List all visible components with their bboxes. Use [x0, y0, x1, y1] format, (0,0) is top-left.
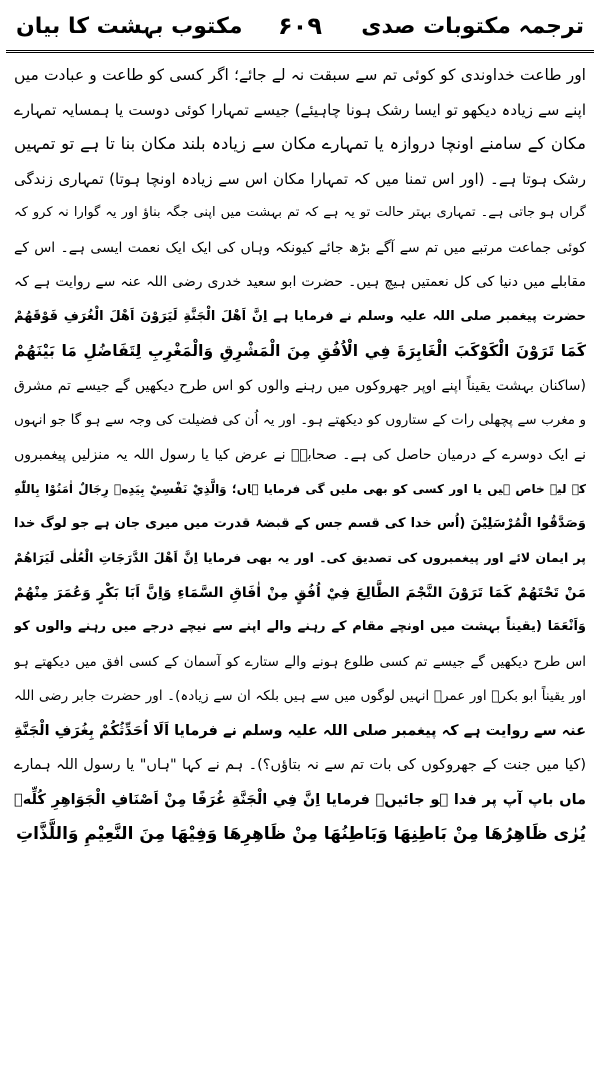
text-line: کے لیے خاص ہیں یا اور کسی کو بھی ملیں گی فرمایا ہاں؛ وَالَّذِيْ نَفْسِيْ بِيَدِهٖ رِجَالٌ اٰمَنُوْا بِاللّٰهِ — [14, 482, 586, 496]
text-line: وَاَنْعَمَا (یقیناً بہشت میں اونچے مقام کے رہنے والے اپنے سے نیچے درجے میں رہنے والوں کو — [14, 619, 586, 634]
text-line: كَمَا تَرَوْنَ الْكَوْكَبَ الْغَابِرَةَ فِي الْاُفُقِ مِنَ الْمَشْرِقِ وَالْمَغْرِبِ لِتَفَاضُلِ مَا بَيْنَهُمْ — [14, 342, 586, 360]
text-line: کوئی جماعت مرتبے میں تم سے آگے بڑھ جائے کیونکہ وہاں کی ایک ایک نعمت ایسی ہے۔ اس کے — [14, 239, 586, 256]
text-line: گراں ہو جاتی ہے۔ تمہاری بہتر حالت تو یہ ہے کہ تم بہشت میں اپنی جگہ بناؤ اور یہ گوارا نہ کرو کہ — [14, 205, 586, 220]
chapter-title: مکتوب بہشت کا بیان — [16, 14, 243, 39]
text-line: اور طاعت خداوندی کو کوئی تم سے سبقت نہ لے جائے؛ اگر کسی کو طاعت و عبادت میں — [14, 66, 586, 84]
text-line: نے ایک دوسرے کے درمیان حاصل کی ہے۔ صحابہؓ نے عرض کیا یا رسول اللہ یہ منزلیں پیغمبروں — [14, 446, 586, 463]
book-title: ترجمہ مکتوبات صدی — [361, 14, 584, 39]
text-line: پر ایمان لائے اور پیغمبروں کی تصدیق کی۔ اور یہ بھی فرمایا اِنَّ اَهْلَ الدَّرَجَاتِ الْعُلٰى لَيَرَاهُمْ — [14, 550, 586, 565]
text-line: اس طرح دیکھیں گے جیسے تم کسی طلوع ہونے والے ستارے کو آسمان کے کسی افق میں دیکھتے ہو — [14, 653, 586, 670]
text-line: و مغرب سے پچھلی رات کے ستاروں کو دیکھتے ہو۔ اور یہ اُن کی فضیلت کی وجہ سے ہو گا جو انہوں — [14, 412, 586, 428]
text-line: مقابلے میں دنیا کی کل نعمتیں ہیچ ہیں۔ حضرت ابو سعید خدری رضی اللہ عنہ سے روایت ہے کہ — [14, 274, 586, 290]
text-line: يُرٰى ظَاهِرُهَا مِنْ بَاطِنِهَا وَبَاطِنُهَا مِنْ ظَاهِرِهَا وَفِيْهَا مِنَ النَّعِيْمِ وَاللَّذَّاتِ — [16, 824, 586, 844]
text-line: اور یقیناً ابو بکرؓ اور عمرؓ انہیں لوگوں میں سے ہیں بلکہ ان سے زیادہ)۔ اور حضرت جابر رضی اللہ — [14, 688, 586, 704]
page-header — [10, 8, 590, 48]
text-body — [14, 58, 586, 1069]
text-line: (ساکنان بہشت یقیناً اپنے اوپر جھروکوں میں رہنے والوں کو اس طرح دیکھیں گے جیسے تم مشرق — [14, 377, 586, 394]
text-line: ماں باپ آپ پر فدا ہو جائیں۔ فرمایا اِنَّ فِي الْجَنَّةِ غُرَفًا مِنْ اَصْنَافِ الْجَوَاهِرِ كُلِّهٖ — [14, 791, 586, 808]
text-line: (کیا میں جنت کے جھروکوں کی بات تم سے نہ بتاؤں؟)۔ ہم نے کہا "ہاں" یا رسول اللہ ہمارے — [14, 757, 586, 773]
text-line: وَصَدَّقُوا الْمُرْسَلِيْنَ (اُس خدا کی قسم جس کے قبضۂ قدرت میں میری جان ہے جو لوگ خدا — [14, 515, 586, 531]
text-line: مَنْ تَحْتَهُمْ كَمَا تَرَوْنَ النَّجْمَ الطَّالِعَ فِيْ اُفُقٍ مِنْ اٰفَاقِ السَّمَاءِ وَاِنَّ اَبَا بَكْرٍ وَعُمَرَ مِنْهُمْ — [14, 584, 586, 601]
text-line: اپنے سے زیادہ دیکھو تو ایسا رشک ہونا چاہیئے) جیسے تمہارا کوئی دوست یا ہمسایہ تمہارے — [14, 100, 586, 119]
page-number: ۶۰۹ — [278, 12, 322, 40]
text-line: عنہ سے روایت ہے کہ پیغمبر صلی اللہ علیہ وسلم نے فرمایا اَلَا اُحَدِّثُكُمْ بِغُرَفِ الْجَنَّةِ — [14, 722, 586, 739]
text-line: حضرت پیغمبر صلی اللہ علیہ وسلم نے فرمایا ہے اِنَّ اَهْلَ الْجَنَّةِ لَيَرَوْنَ اَهْلَ الْغُرَفِ فَوْقَهُمْ — [14, 308, 586, 324]
header-rule — [6, 50, 594, 53]
text-line: رشک ہوتا ہے۔ (اور اس تمنا میں کہ تمہارا مکان اس سے زیادہ اونچا ہوتا) تمہاری زندگی — [14, 169, 586, 188]
text-line: مکان کے سامنے اونچا دروازہ یا تمہارے مکان سے زیادہ بلند مکان بنا تا ہے تو تمہیں — [14, 134, 586, 153]
